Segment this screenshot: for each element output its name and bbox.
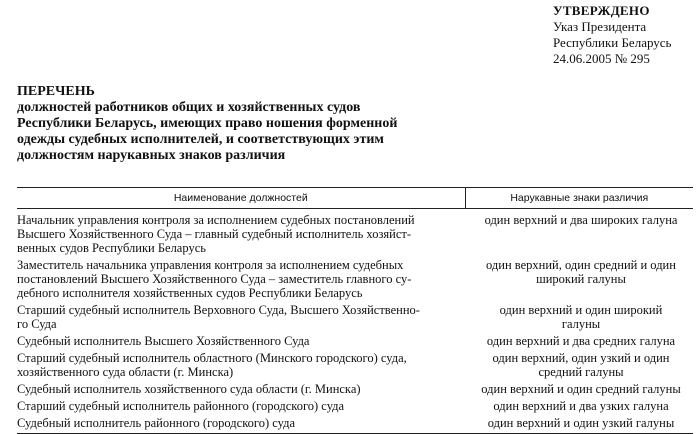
table-row xyxy=(17,303,693,334)
insignia-cell xyxy=(465,209,693,259)
title-line: Республики Беларусь, имеющих право ношения форменной xyxy=(17,116,398,131)
table-row xyxy=(17,399,693,416)
position-cell xyxy=(17,334,465,351)
insignia-text: галуны xyxy=(561,317,601,331)
insignia-cell xyxy=(465,351,693,382)
position-cell xyxy=(17,416,465,434)
position-cell xyxy=(17,209,465,259)
insignia-text: один верхний, один узкий и один xyxy=(492,351,670,365)
insignia-text: средний галуны xyxy=(538,365,624,379)
position-text: Старший судебный исполнитель областного (Минского городского) суда, xyxy=(17,351,407,365)
approval-line-date: 24.06.2005 № 295 xyxy=(553,51,650,66)
document-title xyxy=(17,84,487,164)
position-text: Судебный исполнитель районного (городского) суда xyxy=(17,416,295,430)
position-cell xyxy=(17,382,465,399)
insignia-cell xyxy=(465,416,693,434)
insignia-text: один верхний и один широкий xyxy=(499,303,663,317)
position-cell xyxy=(17,303,465,334)
position-text: венных судов Республики Беларусь xyxy=(17,241,206,255)
title-line: должностей работников общих и хозяйственных судов xyxy=(17,100,361,115)
insignia-cell xyxy=(465,382,693,399)
position-text: Судебный исполнитель Высшего Хозяйственного Суда xyxy=(17,334,310,348)
position-text: Судебный исполнитель хозяйственного суда области (г. Минска) xyxy=(17,382,361,396)
position-text: Начальник управления контроля за исполнением судебных постановлений xyxy=(17,213,415,227)
table-row xyxy=(17,416,693,434)
position-text: Высшего Хозяйственного Суда – главный судебный исполнитель хозяйст- xyxy=(17,227,411,241)
insignia-cell xyxy=(465,303,693,334)
approval-line-country: Республики Беларусь xyxy=(553,35,672,50)
position-text: хозяйственного суда области (г. Минска) xyxy=(17,365,234,379)
position-text: Старший судебный исполнитель районного (городского) суда xyxy=(17,399,345,413)
position-text: Старший судебный исполнитель Верховного Суда, Высшего Хозяйственно- xyxy=(17,303,420,317)
insignia-text: широкий галуны xyxy=(536,272,626,286)
insignia-text: один верхний, один средний и один xyxy=(486,258,676,272)
approval-stamp: УТВЕРЖДЕНО xyxy=(553,3,650,18)
position-cell xyxy=(17,258,465,303)
table-row xyxy=(17,382,693,399)
insignia-cell xyxy=(465,334,693,351)
position-text: го Суда xyxy=(17,317,57,331)
table-body xyxy=(17,209,693,434)
table-header-row xyxy=(17,188,693,209)
insignia-text: один верхний и два широких галуна xyxy=(484,213,678,227)
title-line: одежды судебных исполнителей, и соответствующих этим xyxy=(17,132,384,147)
table-row xyxy=(17,334,693,351)
column-header-insignia: Нарукавные знаки различия xyxy=(465,188,693,209)
insignia-cell xyxy=(465,258,693,303)
positions-table xyxy=(17,187,693,434)
table-row xyxy=(17,351,693,382)
insignia-text: один верхний и один узкий галуны xyxy=(487,416,675,430)
approval-line-decree: Указ Президента xyxy=(553,19,647,34)
title-line: должностям нарукавных знаков различия xyxy=(17,148,286,163)
table-row xyxy=(17,258,693,303)
approval-block xyxy=(553,3,698,67)
position-cell xyxy=(17,399,465,416)
insignia-text: один верхний и два узких галуна xyxy=(493,399,669,413)
title-heading: ПЕРЕЧЕНЬ xyxy=(17,84,95,99)
table-row xyxy=(17,209,693,259)
position-text: постановлений Высшего Хозяйственного Суда – заместитель главного су- xyxy=(17,272,412,286)
position-cell xyxy=(17,351,465,382)
insignia-text: один верхний и два средних галуна xyxy=(486,334,676,348)
insignia-cell xyxy=(465,399,693,416)
position-text: дебного исполнителя хозяйственных судов Республики Беларусь xyxy=(17,286,363,300)
column-header-positions: Наименование должностей xyxy=(17,188,465,209)
insignia-text: один верхний и один средний галуны xyxy=(481,382,681,396)
position-text: Заместитель начальника управления контроля за исполнением судебных xyxy=(17,258,404,272)
